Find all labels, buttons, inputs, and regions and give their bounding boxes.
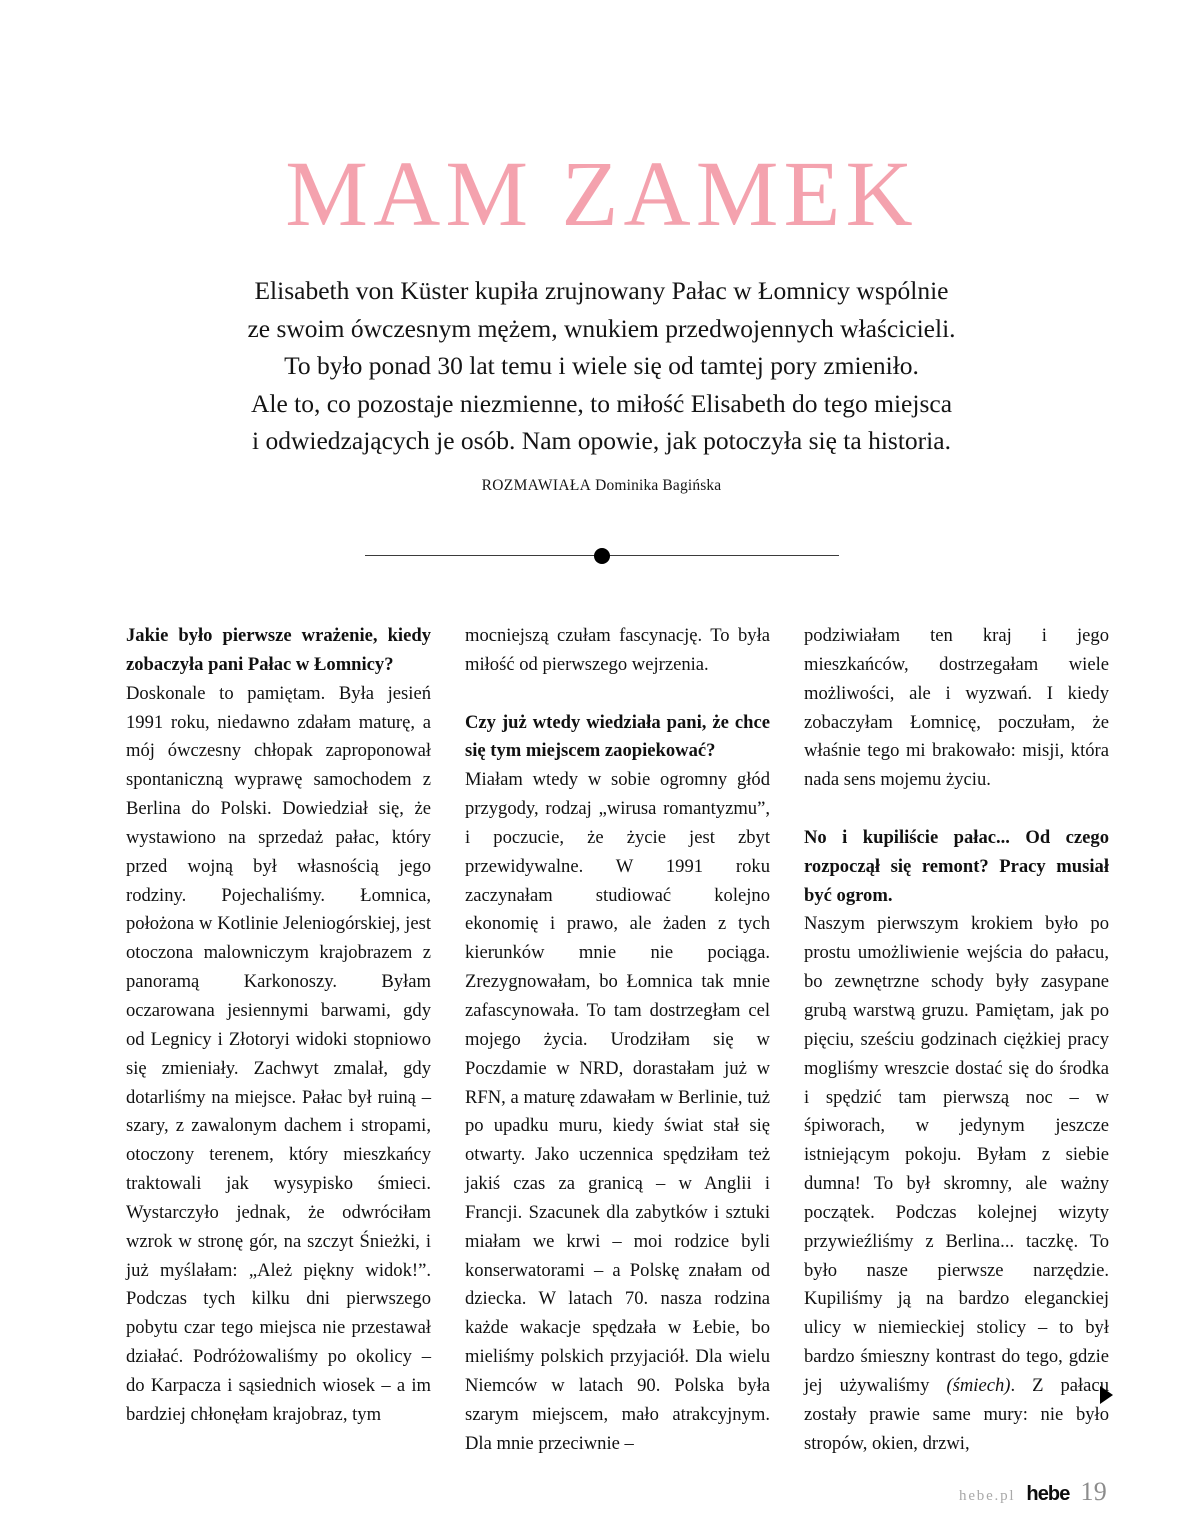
lead-line: i odwiedzających je osób. Nam opowie, jak potoczyła się ta historia.: [252, 426, 951, 455]
article-lead: [202, 272, 1002, 460]
interview-question: [465, 709, 770, 767]
lead-line: Ale to, co pozostaje niezmienne, to miłość Elisabeth do tego miejsca: [250, 388, 953, 418]
section-divider: [365, 548, 839, 564]
triangle-right-icon: [1100, 1386, 1113, 1404]
byline-name: Dominika Bagińska: [595, 477, 722, 494]
interview-answer-continued: mocniejszą czułam fascynację. To była miłość od pierwszego wejrzenia.: [465, 625, 770, 675]
brand-logo: hebe: [1026, 1483, 1070, 1505]
article-body: [126, 622, 1108, 1458]
interview-answer: Doskonale to pamiętam. Była jesień 1991 roku, niedawno zdałam maturę, a mój ówczesny chłopak zaproponował spontaniczną wyprawę samochodem z Berlina do Polski. Dowiedział się, że wystawiono na sprzedaż pałac, który przed wojną był własnością jego rodziny. Pojechaliśmy. Łomnica, położona w Kotlinie Jeleniogórskiej, jest otoczona malowniczym krajobrazem z panoramą Karkonoszy. Byłam oczarowana jesiennymi barwami, gdy od Legnicy i Złotoryi widoki stopniowo się zmieniały. Zachwyt zmalał, gdy dotarliśmy na miejsce. Pałac był ruiną – szary, z zawalonym dachem i stropami, otoczony terenem, który mieszkańcy traktowali jak wysypisko śmieci. Wystarczyło jednak, że odwróciłam wzrok w stronę gór, na szczyt Śnieżki, i już myślałam: „Ależ piękny widok!”. Podczas tych kilku dni pierwszego pobytu czar tego miejsca nie przestawał działać. Podróżowaliśmy po okolicy – do Karpacza i sąsiednich wiosek – a im bardziej chłonęłam krajobraz, tym: [126, 682, 431, 1425]
text-column-3: [804, 622, 1109, 1458]
page-number: 19: [1080, 1477, 1107, 1506]
byline: [0, 476, 1203, 496]
interview-answer: Miałam wtedy w sobie ogromny głód przygody, rodzaj „wirusa romantyzmu”, i poczucie, że życie jest zbyt przewidywalne. W 1991 roku zaczynałam studiować kolejno ekonomię i prawo, ale żaden z tych kierunków mnie nie pociąga. Zrezygnowałam, bo Łomnica tak mnie zafascynowała. To tam dostrzegłam cel mojego życia. Urodziłam się w Poczdamie w NRD, dorastałam już w RFN, a maturę zdawałam w Berlinie, tuż po upadku muru, kiedy świat stał się otwarty. Jako uczennica spędziłam też jakiś czas za granicą – w Anglii i Francji. Szacunek dla zabytków i sztuki miałam we krwi – moi rodzice byli konserwatorami – a Polskę znałam od dziecka. W latach 70. nasza rodzina każde wakacje spędzała w Łebie, bo mieliśmy polskich przyjaciół. Dla wielu Niemców w latach 90. Polska była szarym miejscem, mało atrakcyjnym. Dla mnie przeciwnie –: [465, 769, 770, 1454]
paragraph-spacer: [804, 795, 1109, 824]
answer-segment-after-note: . Z pałacu zostały prawie same mury: nie było stropów, okien, drzwi,: [804, 1374, 1109, 1454]
interview-question: [126, 622, 431, 680]
question-text: Jakie było pierwsze wrażenie, kiedy zobaczyła pani Pałac w Łomnicy?: [126, 625, 431, 675]
page-title: MAM ZAMEK: [285, 143, 918, 246]
paragraph-spacer: [465, 680, 770, 709]
text-column-1: [126, 622, 431, 1458]
lead-line: Elisabeth von Küster kupiła zrujnowany Pałac w Łomnicy wspólnie: [254, 276, 949, 305]
question-text: Czy już wtedy wiedziała pani, że chce się tym miejscem zaopiekować?: [465, 711, 770, 762]
lead-line: ze swoim ówczesnym mężem, wnukiem przedwojennych właścicieli.: [247, 313, 956, 343]
bullet-dot-icon: [594, 548, 610, 564]
text-column-2: [465, 622, 770, 1458]
page-footer: [959, 1477, 1107, 1507]
stage-direction-note: (śmiech): [946, 1374, 1011, 1396]
title-block: [0, 143, 1203, 246]
interview-answer-continued: podziwiałam ten kraj i jego mieszkańców, dostrzegałam wiele możliwości, ale i wyzwań. I kiedy zobaczyłam Łomnicę, poczułam, że właśnie tego mi brakowało: misji, która nada sens mojemu życiu.: [804, 625, 1109, 791]
interview-answer: [804, 910, 1109, 1458]
answer-segment-before-note: Naszym pierwszym krokiem było po prostu umożliwienie wejścia do pałacu, bo zewnętrzne schody były zasypane grubą warstwą gruzu. Pamiętam, jak po pięciu, sześciu godzinach ciężkiej pracy mogliśmy wreszcie dostać się do środka i spędzić tam pierwszą noc – w śpiworach, w jedynym jeszcze istniejącym pokoju. Byłam z siebie dumna! To był skromny, ale ważny początek. Podczas kolejnej wizyty przywieźliśmy z Berlina... taczkę. To było nasze pierwsze narzędzie. Kupiliśmy ją na bardzo eleganckiej ulicy w niemieckiej stolicy – to był bardzo śmieszny kontrast do tego, gdzie jej używaliśmy: [804, 913, 1109, 1396]
interview-question: [804, 824, 1109, 911]
lead-line: To było ponad 30 lat temu i wiele się od tamtej pory zmieniło.: [284, 351, 919, 380]
byline-role: ROZMAWIAŁA: [481, 477, 592, 494]
footer-url: hebe.pl: [959, 1488, 1016, 1504]
question-text: No i kupiliście pałac... Od czego rozpoczął się remont? Pracy musiał być ogrom.: [804, 826, 1109, 906]
